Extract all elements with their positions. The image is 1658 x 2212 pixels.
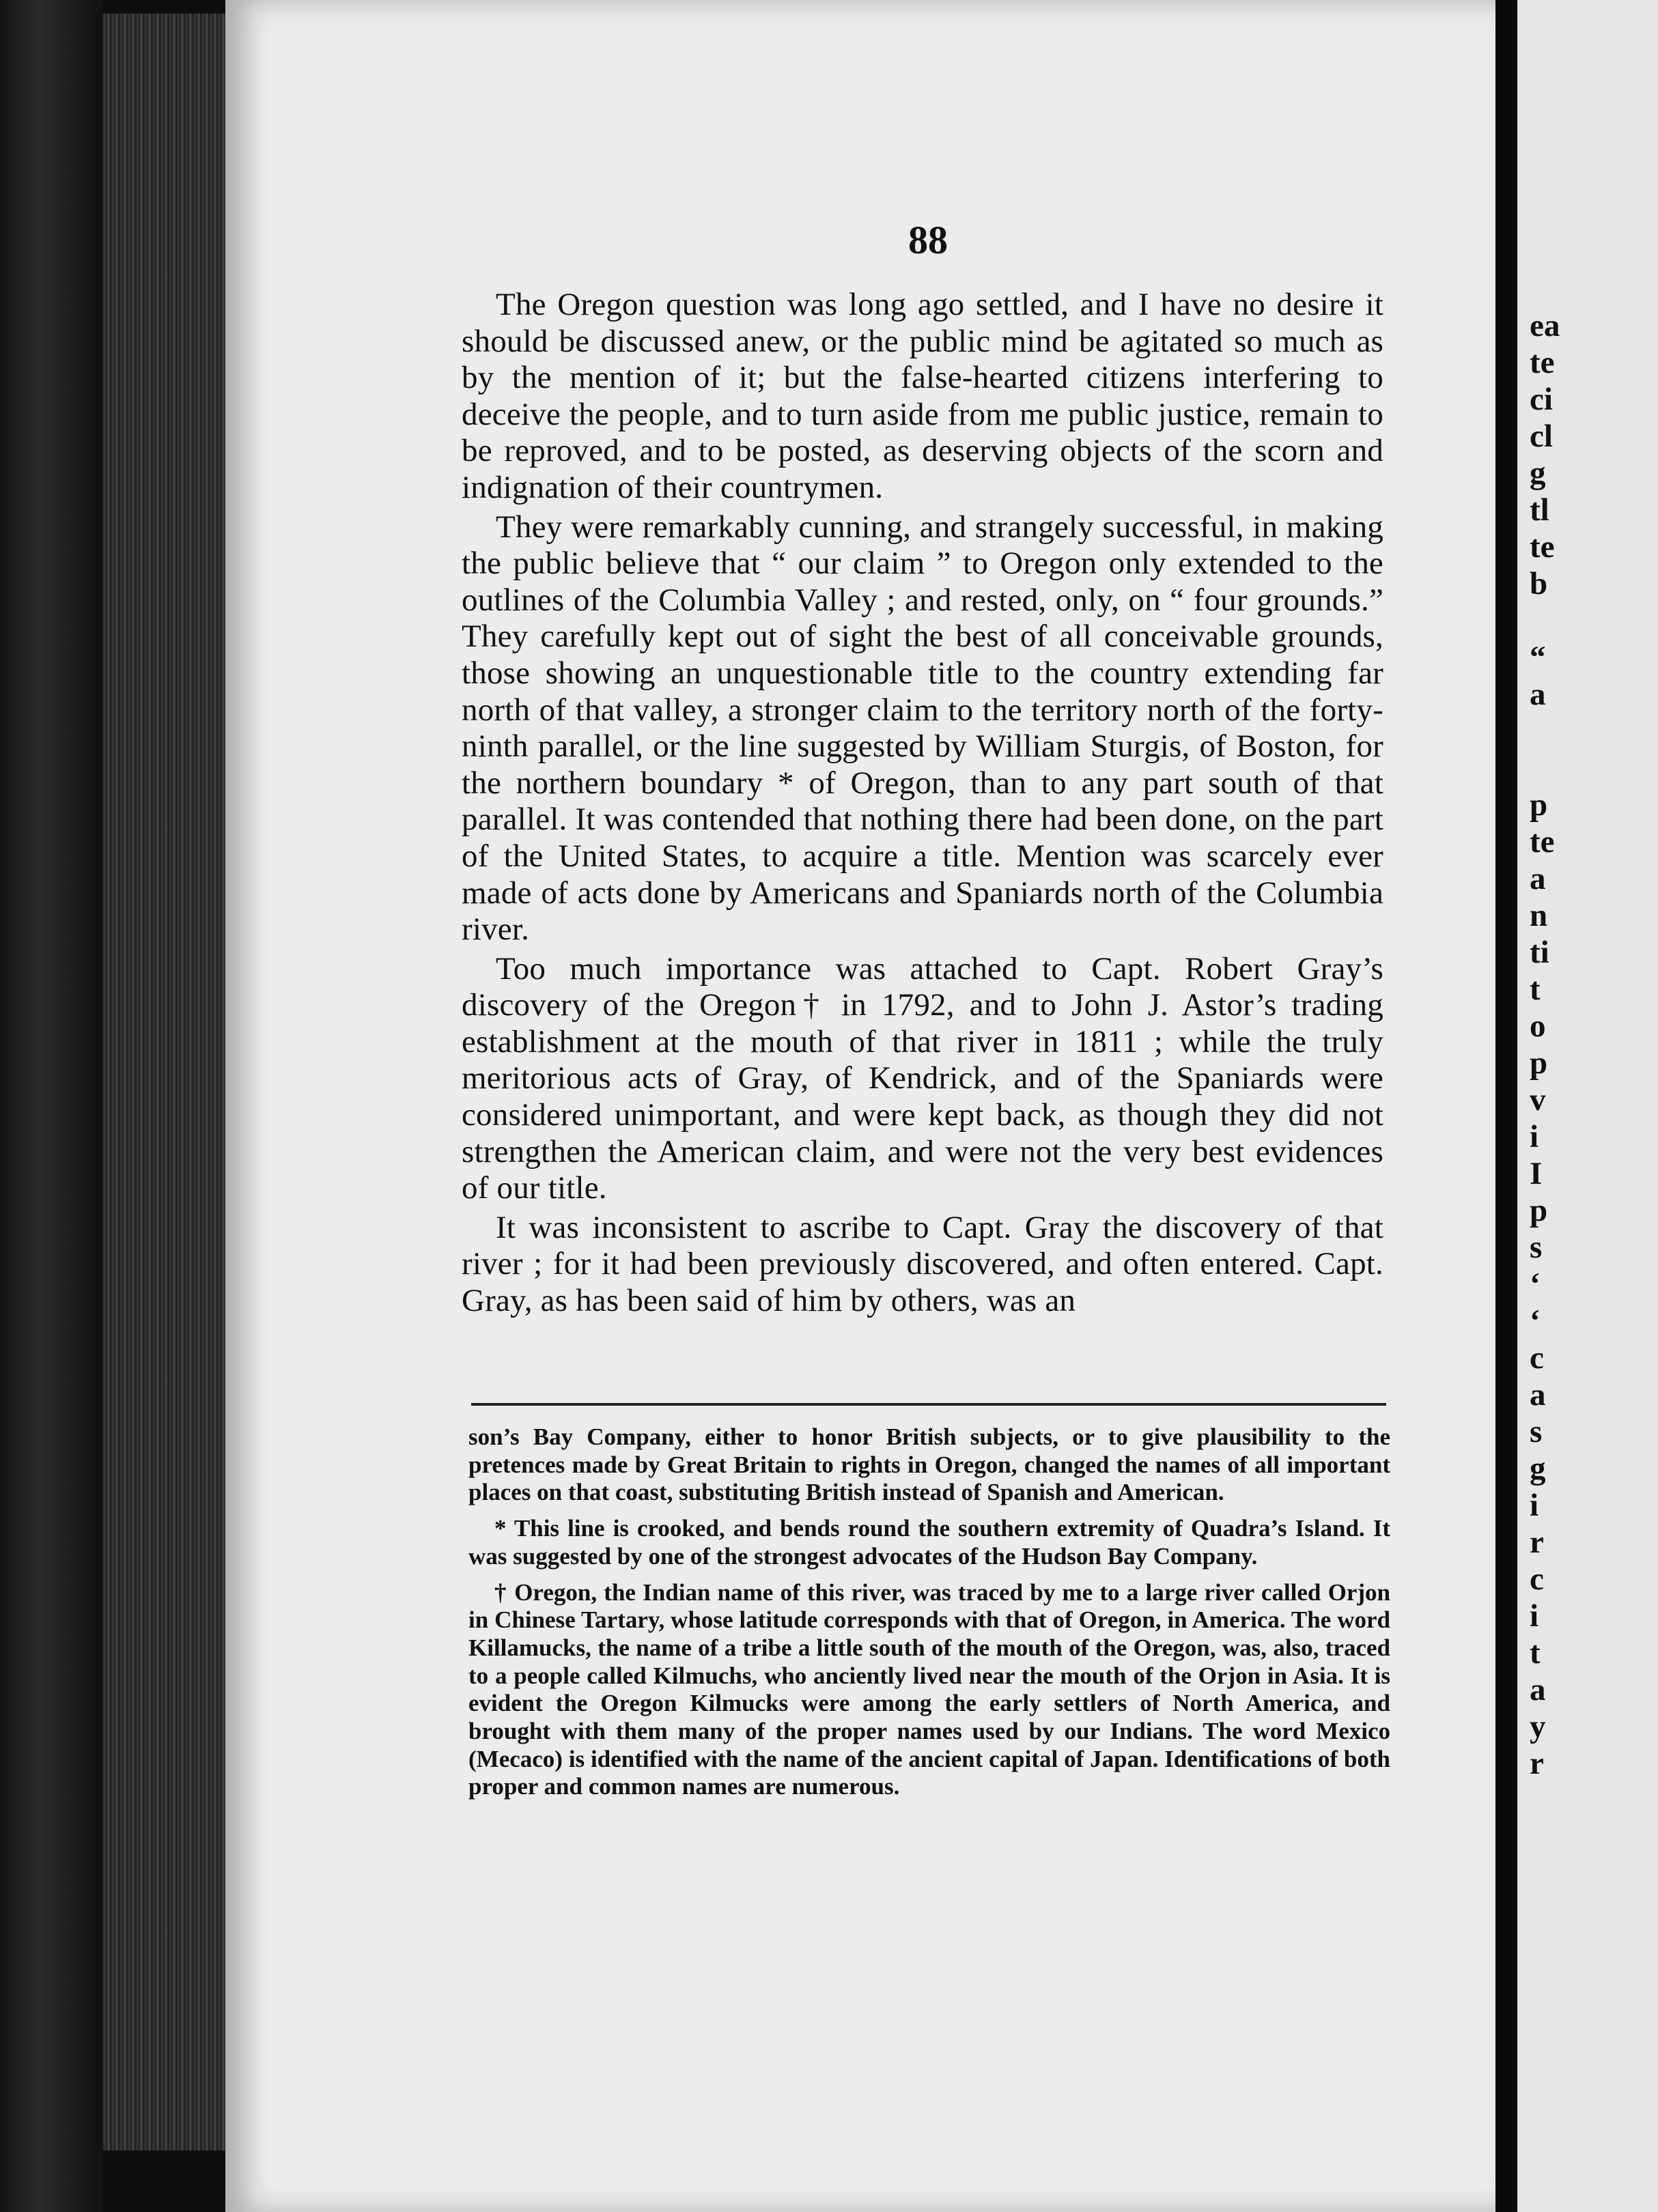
fragment-line: cl — [1530, 419, 1553, 454]
fragment-line: I — [1530, 1156, 1543, 1191]
book-binding — [0, 0, 102, 2212]
fragment-line: a — [1530, 861, 1546, 896]
fragment-line: s — [1530, 1230, 1543, 1265]
fragment-line: “ — [1530, 640, 1546, 675]
fragment-line: te — [1530, 529, 1555, 565]
fragment-line: g — [1530, 1451, 1546, 1486]
fragment-line: t — [1530, 972, 1541, 1007]
fragment-line: s — [1530, 1414, 1543, 1449]
fragment-line: n — [1530, 898, 1548, 933]
footnote-divider — [471, 1403, 1386, 1406]
paragraph-4: It was inconsistent to ascribe to Capt. Gray the discovery of that river ; for it had been previously discovered, and often entered. Capt. Gray, as has been said of him by others, was an — [462, 1209, 1383, 1319]
paragraph-3: Too much importance was attached to Capt. Robert Gray’s discovery of the Oregon† in 1792, and to John J. Astor’s trading establishment at the mouth of that river in 1811 ; while the truly meritorious acts of Gray, of Kendrick, and of the Spaniards were considered unimportant, and were kept back, as though they did not strengthen the American claim, and were not the very best evidences of our title. — [462, 950, 1383, 1206]
fragment-line — [1530, 713, 1560, 750]
fragment-line: i — [1530, 1488, 1539, 1523]
fragment-line: a — [1530, 677, 1546, 712]
fragment-line: te — [1530, 345, 1555, 380]
footnote-dagger: † Oregon, the Indian name of this river, was traced by me to a large river called Orjon in Chinese Tartary, whose latitude corresponds with that of Oregon, in America. The word Killamucks, the name of a tribe a little south of the mouth of the Oregon, was, also, traced to a people called Kilmuchs, who anciently lived near the mouth of the Orjon in Asia. It is evident the Oregon Kilmucks were among the early settlers of North America, and brought with them many of the proper names used by our Indians. The word Mexico (Mecaco) is identified with the name of the ancient capital of Japan. Identifications of both proper and common names are numerous. — [468, 1578, 1390, 1800]
footnote-continued: son’s Bay Company, either to honor British subjects, or to give plausibility to the pretences made by Great Britain to rights in Oregon, changed the names of all important places on that coast, substituting British instead of Spanish and American. — [468, 1423, 1390, 1506]
fragment-line: p — [1530, 787, 1548, 823]
fragment-line: b — [1530, 566, 1548, 601]
paragraph-1: The Oregon question was long ago settled, and I have no desire it should be discussed anew, or the public mind be agitated so much as by the mention of it; but the false-hearted citizens interfering to deceive the people, and to turn aside from me public justice, remain to be reproved, and to be posted, as deserving objects of the scorn and indignation of their countrymen. — [462, 287, 1383, 505]
fragment-line: g — [1530, 455, 1546, 491]
paragraph-2: They were remarkably cunning, and strangely successful, in making the public believe that “ our claim ” to Oregon only extended to the outlines of the Columbia Valley ; and rested, only, on “ four grounds.” They carefully kept out of sight the best of all conceivable grounds, those showing an unquestionable title to the country extending far north of that valley, a stronger claim to the territory north of the forty-ninth parallel, or the line suggested by William Sturgis, of Boston, for the northern boundary * of Oregon, than to any part south of that parallel. It was contended that nothing there had been done, on the part of the United States, to acquire a title. Mention was scarcely ever made of acts done by Americans and Spaniards north of the Columbia river. — [462, 509, 1383, 948]
adjacent-page-fragments — [1530, 307, 1560, 1782]
fragment-line: a — [1530, 1672, 1546, 1707]
fragment-line: o — [1530, 1008, 1546, 1044]
fragment-line: r — [1530, 1525, 1544, 1560]
fragment-line: c — [1530, 1561, 1544, 1597]
fragment-line: c — [1530, 1340, 1544, 1376]
fragment-line — [1530, 602, 1560, 639]
fragment-line: ‘ — [1530, 1266, 1541, 1302]
fragment-line: ti — [1530, 935, 1549, 970]
page-number: 88 — [908, 218, 948, 262]
footnotes — [468, 1423, 1390, 1809]
fragment-line: te — [1530, 824, 1555, 860]
footnote-asterisk: * This line is crooked, and bends round the southern extremity of Quadra’s Island. It was suggested by one of the strongest advocates of the Hudson Bay Company. — [468, 1515, 1390, 1570]
fragment-line: ci — [1530, 382, 1553, 417]
body-text — [462, 287, 1383, 1320]
fragment-line: t — [1530, 1635, 1541, 1671]
fragment-line: p — [1530, 1045, 1548, 1081]
fragment-line: y — [1530, 1709, 1546, 1744]
fragment-line: i — [1530, 1119, 1539, 1154]
page-edges — [102, 14, 239, 2151]
gutter — [1495, 0, 1517, 2212]
fragment-line: tl — [1530, 492, 1549, 528]
fragment-line: a — [1530, 1377, 1546, 1413]
fragment-line: i — [1530, 1598, 1539, 1634]
fragment-line: p — [1530, 1193, 1548, 1228]
fragment-line: r — [1530, 1746, 1544, 1781]
fragment-line: ea — [1530, 308, 1560, 343]
fragment-line: ‘ — [1530, 1303, 1541, 1339]
fragment-line: v — [1530, 1082, 1546, 1118]
fragment-line — [1530, 750, 1560, 786]
